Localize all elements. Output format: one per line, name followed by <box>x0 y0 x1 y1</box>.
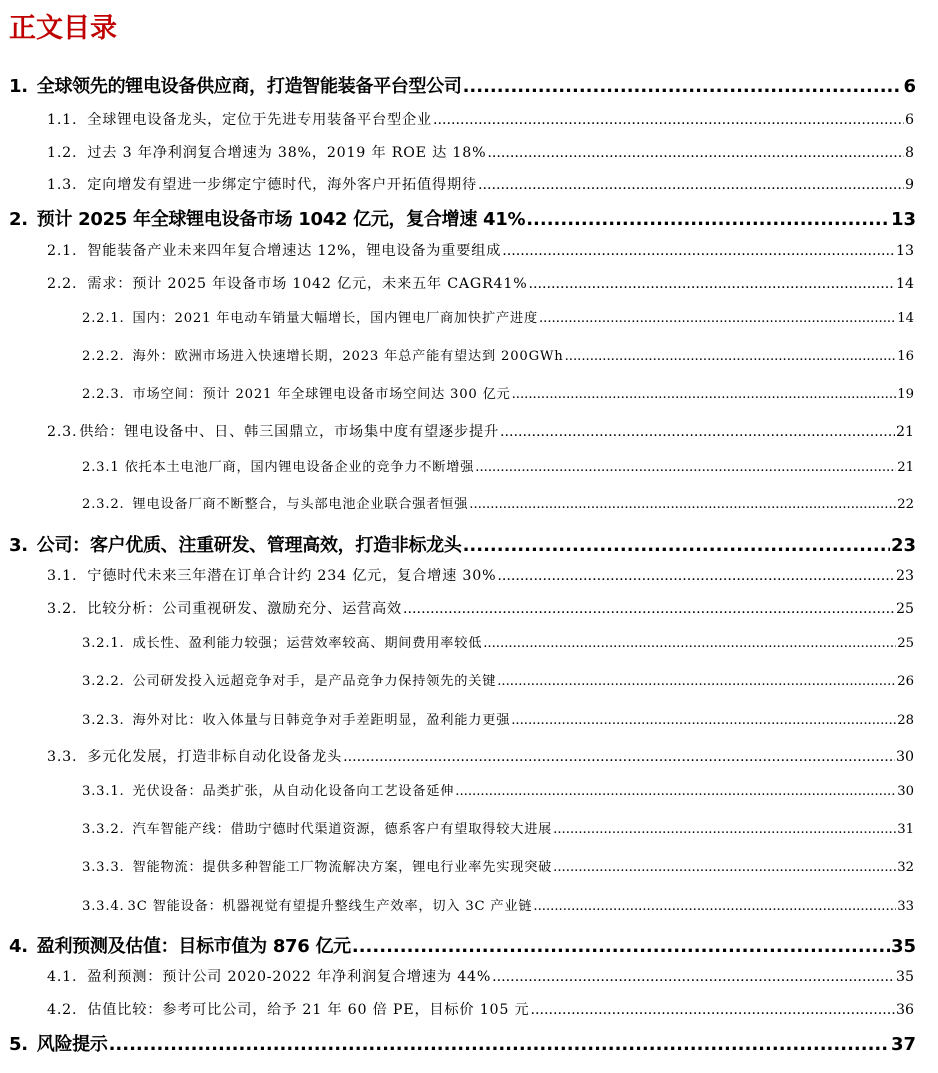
toc-number: 3.1. <box>47 568 78 584</box>
toc-title: 多元化发展，打造非标自动化设备龙头 <box>87 749 343 765</box>
toc-entry[interactable] <box>9 205 916 231</box>
dot-leader <box>528 276 894 292</box>
toc-page: 37 <box>890 1034 916 1055</box>
toc-entry[interactable] <box>82 780 914 799</box>
dot-leader <box>502 243 895 259</box>
toc-title: 公司研发投入远超竞争对手，是产品竞争力保持领先的关键 <box>132 674 497 689</box>
toc-page: 6 <box>904 112 914 128</box>
toc-title: 宁德时代未来三年潜在订单合计约 234 亿元，复合增速 30% <box>87 568 497 584</box>
dot-leader <box>469 497 896 512</box>
toc-entry[interactable] <box>82 856 914 875</box>
toc-entry[interactable] <box>82 895 914 914</box>
toc-entry[interactable] <box>9 1030 916 1056</box>
toc-title: 海外对比：收入体量与日韩竞争对手差距明显，盈利能力更强 <box>132 713 511 728</box>
toc-number: 3.3.2. <box>82 822 125 837</box>
toc-entry[interactable] <box>47 598 914 618</box>
dot-leader <box>565 349 897 364</box>
dot-leader <box>526 209 890 230</box>
toc-number: 3.2.3. <box>82 713 125 728</box>
toc-number: 2.2.1. <box>82 311 125 326</box>
toc-entry[interactable] <box>82 307 914 326</box>
toc-entry[interactable] <box>9 72 916 98</box>
toc-entry[interactable] <box>82 383 914 402</box>
toc-title: 供给：锂电设备中、日、韩三国鼎立，市场集中度有望逐步提升 <box>79 424 499 440</box>
dot-leader <box>478 177 904 193</box>
toc-page: 6 <box>903 76 916 97</box>
dot-leader <box>492 969 895 985</box>
toc-number: 3.2.1. <box>82 636 125 651</box>
toc-title: 成长性、盈利能力较强；运营效率较高、期间费用率较低 <box>132 636 483 651</box>
toc-number: 2. <box>9 209 28 230</box>
toc-title: 预计 2025 年全球锂电设备市场 1042 亿元，复合增速 41% <box>36 209 526 230</box>
toc-page: 33 <box>897 899 914 914</box>
toc-title: 过去 3 年净利润复合增速为 38%，2019 年 ROE 达 18% <box>87 145 487 161</box>
toc-number: 3. <box>9 535 28 556</box>
toc-number: 2.1. <box>47 243 78 259</box>
toc-entry[interactable] <box>9 531 916 557</box>
toc-number: 1. <box>9 76 28 97</box>
dot-leader <box>539 311 896 326</box>
toc-title: 比较分析：公司重视研发、激励充分、运营高效 <box>87 601 403 617</box>
toc-page: 19 <box>897 387 914 402</box>
toc-page: 31 <box>897 822 914 837</box>
toc-title: 定向增发有望进一步绑定宁德时代，海外客户开拓值得期待 <box>87 177 477 193</box>
page-title: 正文目录 <box>9 13 117 44</box>
toc-number: 3.3.3. <box>82 860 125 875</box>
dot-leader <box>487 145 904 161</box>
dot-leader <box>497 568 895 584</box>
dot-leader <box>483 636 896 651</box>
toc-entry[interactable] <box>82 670 914 689</box>
toc-page: 9 <box>904 177 914 193</box>
dot-leader <box>533 899 896 914</box>
toc-page: 26 <box>897 674 914 689</box>
toc-number: 3.3. <box>47 749 78 765</box>
toc-number: 3.2. <box>47 601 78 617</box>
toc-entry[interactable] <box>82 632 914 651</box>
toc-page: 21 <box>897 460 914 475</box>
toc-page: 28 <box>897 713 914 728</box>
toc-page: 8 <box>904 145 914 161</box>
dot-leader <box>455 784 896 799</box>
toc-number: 3.2.2. <box>82 674 125 689</box>
toc-entry[interactable] <box>47 565 914 585</box>
toc-title: 需求：预计 2025 年设备市场 1042 亿元，未来五年 CAGR41% <box>87 276 528 292</box>
toc-entry[interactable] <box>47 999 914 1019</box>
dot-leader <box>109 1034 890 1055</box>
toc-page: 32 <box>897 860 914 875</box>
toc-page: 25 <box>897 636 914 651</box>
toc-entry[interactable] <box>47 142 914 162</box>
toc-page: 21 <box>895 424 914 440</box>
toc-number: 1.1. <box>47 112 78 128</box>
toc-title: 依托本土电池厂商，国内锂电设备企业的竞争力不断增强 <box>124 460 475 475</box>
toc-page: 36 <box>895 1002 914 1018</box>
toc-page: 13 <box>895 243 914 259</box>
toc-page: 23 <box>890 535 916 556</box>
toc-page: 14 <box>895 276 914 292</box>
toc-page: 25 <box>895 601 914 617</box>
toc-entry[interactable] <box>82 709 914 728</box>
toc-entry[interactable] <box>47 421 914 441</box>
toc-title: 汽车智能产线：借助宁德时代渠道资源，德系客户有望取得较大进展 <box>132 822 553 837</box>
toc-number: 1.2. <box>47 145 78 161</box>
toc-number: 4.1. <box>47 969 78 985</box>
toc-entry[interactable] <box>47 273 914 293</box>
toc-number: 2.3.1 <box>82 460 120 475</box>
dot-leader <box>553 860 896 875</box>
dot-leader <box>343 749 895 765</box>
toc-title: 海外：欧洲市场进入快速增长期，2023 年总产能有望达到 200GWh <box>132 349 564 364</box>
toc-title: 全球领先的锂电设备供应商，打造智能装备平台型公司 <box>36 76 462 97</box>
toc-entry[interactable] <box>9 932 916 958</box>
toc-entry[interactable] <box>47 240 914 260</box>
toc-number: 5. <box>9 1034 28 1055</box>
toc-entry[interactable] <box>47 174 914 194</box>
dot-leader <box>512 387 897 402</box>
toc-page: 30 <box>895 749 914 765</box>
dot-leader <box>352 936 890 957</box>
toc-number: 2.2. <box>47 276 78 292</box>
toc-number: 3.3.1. <box>82 784 125 799</box>
toc-title: 市场空间：预计 2021 年全球锂电设备市场空间达 300 亿元 <box>132 387 511 402</box>
toc-page: 35 <box>895 969 914 985</box>
dot-leader <box>500 424 895 440</box>
toc-page: 13 <box>890 209 916 230</box>
toc-title: 估值比较：参考可比公司，给予 21 年 60 倍 PE，目标价 105 元 <box>87 1002 530 1018</box>
toc-page: 35 <box>890 936 916 957</box>
toc-entry[interactable] <box>82 493 914 512</box>
toc-page: 16 <box>897 349 914 364</box>
dot-leader <box>433 112 904 128</box>
toc-title: 盈利预测：预计公司 2020-2022 年净利润复合增速为 44% <box>87 969 492 985</box>
dot-leader <box>511 713 896 728</box>
dot-leader <box>497 674 896 689</box>
toc-entry[interactable] <box>82 456 914 475</box>
dot-leader <box>463 535 890 556</box>
toc-number: 4. <box>9 936 28 957</box>
toc-title: 公司：客户优质、注重研发、管理高效，打造非标龙头 <box>36 535 462 556</box>
toc-number: 4.2. <box>47 1002 78 1018</box>
toc-title: 智能装备产业未来四年复合增速达 12%，锂电设备为重要组成 <box>87 243 502 259</box>
toc-number: 2.3.2. <box>82 497 125 512</box>
toc-number: 2.2.2. <box>82 349 125 364</box>
toc-page: 30 <box>897 784 914 799</box>
toc-title: 全球锂电设备龙头，定位于先进专用装备平台型企业 <box>87 112 432 128</box>
toc-number: 1.3. <box>47 177 78 193</box>
toc-title: 智能物流：提供多种智能工厂物流解决方案，锂电行业率先实现突破 <box>132 860 553 875</box>
toc-page: 22 <box>897 497 914 512</box>
toc-page: 14 <box>897 311 914 326</box>
toc-entry[interactable] <box>47 966 914 986</box>
toc-entry[interactable] <box>82 345 914 364</box>
dot-leader <box>463 76 903 97</box>
dot-leader <box>475 460 896 475</box>
toc-title: 锂电设备厂商不断整合，与头部电池企业联合强者恒强 <box>132 497 469 512</box>
toc-number: 2.3. <box>47 424 78 440</box>
toc-number: 3.3.4. <box>82 899 125 914</box>
toc-entry[interactable] <box>47 109 914 129</box>
toc-title: 3C 智能设备：机器视觉有望提升整线生产效率，切入 3C 产业链 <box>127 899 533 914</box>
toc-title: 光伏设备：品类扩张，从自动化设备向工艺设备延伸 <box>132 784 455 799</box>
toc-page: 23 <box>895 568 914 584</box>
dot-leader <box>553 822 896 837</box>
toc-title: 风险提示 <box>36 1034 108 1055</box>
toc-title: 盈利预测及估值：目标市值为 876 亿元 <box>36 936 351 957</box>
toc-entry[interactable] <box>47 746 914 766</box>
dot-leader <box>530 1002 894 1018</box>
dot-leader <box>403 601 895 617</box>
toc-entry[interactable] <box>82 818 914 837</box>
toc-number: 2.2.3. <box>82 387 125 402</box>
toc-title: 国内：2021 年电动车销量大幅增长，国内锂电厂商加快扩产进度 <box>132 311 538 326</box>
